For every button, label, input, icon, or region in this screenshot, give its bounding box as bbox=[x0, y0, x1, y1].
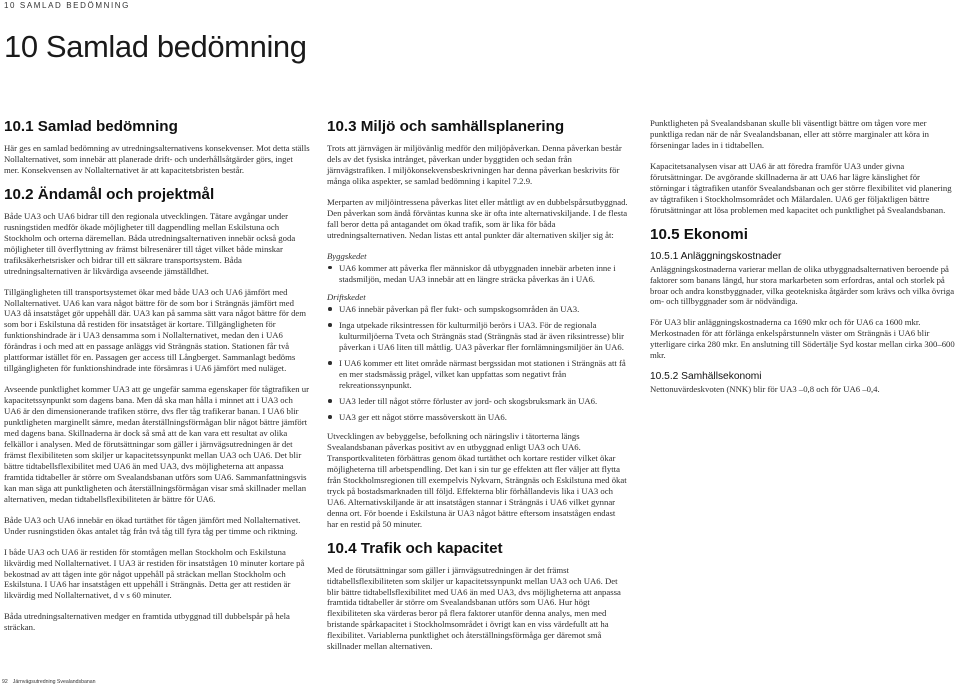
heading-10-5-2: 10.5.2 Samhällsekonomi bbox=[650, 371, 762, 383]
paragraph: Anläggningskostnaderna varierar mellan de olika utbyggnadsalternativen beroende på faktorer som banans längd, hur stora markarbeten som erfordras, antal och storlek på broar och andra konstbyggnader, vilka geotekniska åtgärder som krävs och vilka övriga om- och tillbyggnader som är nödvändiga. bbox=[650, 263, 955, 307]
page-number: 92 bbox=[2, 679, 8, 685]
list-item: UA3 leder till något större förluster av jord- och skogsbruksmark än UA6. bbox=[339, 396, 628, 407]
paragraph: För UA3 blir anläggningskostnaderna ca 1690 mkr och för UA6 ca 1600 mkr. Merkostnaden för att förlänga enkelspårstunneln väster om Strängnäs i UA6 blir ytterligare cirka 280 mkr. En anslutning till Södertälje Syd kostar mellan cirka 300–600 mkr. bbox=[650, 317, 955, 361]
page-footer bbox=[2, 679, 96, 685]
bullet-icon bbox=[328, 307, 332, 311]
paragraph-10-1: Här ges en samlad bedömning av utredningsalternativens konsekvenser. Mot detta ställs Nollalternativet, som innebär att planerade drift- och underhållsåtgärder görs, inget mer. Konsekvensen av Nollalternativet är att kapacitetsbristen består. bbox=[4, 143, 310, 175]
paragraph: Både UA3 och UA6 innebär en ökad turtäthet för tågen jämfört med Nollalternativet. Under rusningstiden ökas antalet tåg från två tåg till fyra tåg per timme och riktning. bbox=[4, 514, 301, 536]
paragraph: Både UA3 och UA6 bidrar till den regionala utvecklingen. Tätare avgångar under rusningstiden medför ökade möjligheter till dagpendling mellan Eskilstuna och Stockholm och orterna däremellan. Båda utredningsalternativen innebär också goda möjligheter till överflyttning av främst bilresenärer till tåget vilket både minskar trafiksäkerhetsrisker och bidrar till ett säkrare transportsystem. Båda utredningsalternativen är likvärdiga avseende jämställdhet. bbox=[4, 210, 296, 276]
paragraph: Tillgängligheten till transportsystemet ökar med både UA3 och UA6 jämfört med Nollalternativet. UA6 kan vara något bättre för de som bor i Strängnäs jämfört med UA3 då insatståget gör uppehåll där. UA3 kan på samma sätt vara något bättre för dem som bor i Eskilstuna då restiden för insatståget är kortare. Tillgängligheten för funktionshindrade är i UA3 densamma som i Nollalternativet, medan den i UA6 förändras i och med att en passage anläggs vid Strängnäs station. Stationen får två plattformar istället för en. Passagen ger access till Långberget. Sammanlagt bedöms tillgängligheten för funktionshindrade inte försämras i UA6 jämfört med nuläget. bbox=[4, 286, 307, 374]
paragraph: I både UA3 och UA6 är restiden för stomtågen mellan Stockholm och Eskilstuna likvärdig med Nollalternativet. I UA3 är restiden för insatstågen 10 minuter kortare på bekostnad av att tågen inte gör något uppehåll på sträckan mellan Stockholm och Eskilstuna. I UA6 har insatstågen ett uppehåll i Strängnäs. Detta ger att restiden är likvärdig med Nollalternativet, d v s 60 minuter. bbox=[4, 546, 305, 601]
list-item: UA6 innebär påverkan på fler fukt- och sumpskogsområden än UA3. bbox=[339, 304, 628, 315]
paragraph: Båda utredningsalternativen medger en framtida utbyggnad till dubbelspår på hela sträckan. bbox=[4, 611, 290, 633]
column-right bbox=[650, 118, 956, 405]
heading-10-5: 10.5 Ekonomi bbox=[650, 225, 748, 243]
list-item: I UA6 kommer ett litet område närmast bergssidan mot stationen i Strängnäs att få en mer stadsmässig prägel, vilket kan uppfattas som negativt från rekreationssynpunkt. bbox=[339, 358, 628, 391]
heading-10-1: 10.1 Samlad bedömning bbox=[4, 118, 178, 135]
heading-10-4: 10.4 Trafik och kapacitet bbox=[327, 539, 503, 557]
heading-10-5-1: 10.5.1 Anläggningskostnader bbox=[650, 250, 782, 262]
paragraph: Kapacitetsanalysen visar att UA6 är att föredra framför UA3 under givna förutsättningar. De avgörande skillnaderna är att UA6 har lägre känslighet för störningar i tågtrafiken utanför Svealandsbanan och ger större flexibilitet vid planering av tågtrafiken i Stockholmsområdet och Mälardalen. UA6 ger följaktligen bättre förutsättningar att lösa problemen med kapacitet och punktlighet på Svealandsbanan. bbox=[650, 160, 952, 215]
paragraph: Punktligheten på Svealandsbanan skulle bli väsentligt bättre om tågen vore mer punktliga redan när de når Svealandsbanan, eller att större marginaler att köra in förseningar lades in i tidtabellen. bbox=[650, 118, 929, 150]
bullet-icon bbox=[328, 399, 332, 403]
list-item: Inga utpekade riksintressen för kulturmiljö berörs i UA3. För de regionala kulturmiljöerna Tveta och Strängnäs stad (Strängnäs stad är även riksintresse) blir påverkan i UA6 liten till måttlig. UA3 påverkar fler fornlämningsmiljöer än UA6. bbox=[339, 320, 628, 353]
paragraph: Nettonuvärdeskvoten (NNK) blir för UA3 –0,8 och för UA6 –0,4. bbox=[650, 384, 880, 395]
bullet-list-driftskedet bbox=[327, 304, 628, 423]
bullet-icon bbox=[328, 361, 332, 365]
paragraph: Utvecklingen av bebyggelse, befolkning och näringsliv i tätorterna längs Svealandsbanan påverkas positivt av en utbyggnad enligt UA3 och UA6. Transportkvaliteten förbättras genom ökad turtäthet och kortare restider vilket ökar möjligheterna till arbetspendling. Det kan i sin tur ge effekten att fler väljer att flytta från Stockholmsregionen till exempelvis Nykvarn, Strängnäs och Eskilstuna med ökat tryck på bostadsmarknaden till följd. Effekterna blir förhållandevis lika i UA3 och UA6. Alternativskiljande är att insatstågen stannar i Strängnäs i UA6 vilket gynnar denna ort. För boende i Eskilstuna är UA3 något bättre eftersom insatstågen endast har en restid på 50 minuter. bbox=[327, 431, 627, 529]
chapter-title: 10 Samlad bedömning bbox=[4, 29, 307, 64]
list-item: UA3 ger ett något större massöverskott än UA6. bbox=[339, 412, 628, 423]
column-left bbox=[4, 118, 310, 643]
bullet-icon bbox=[328, 323, 332, 327]
running-head: 10 SAMLAD BEDÖMNING bbox=[4, 1, 130, 10]
subheading-driftskedet: Driftskedet bbox=[327, 292, 366, 303]
bullet-icon bbox=[328, 415, 332, 419]
bullet-list-byggskedet bbox=[327, 263, 628, 285]
paragraph: Med de förutsättningar som gäller i järnvägsutredningen är det främst tidtabellsflexibiliteten som skiljer ur kapacitetssynpunkt mellan UA3 och UA6. Det blir bättre tidtabellsflexibilitet med UA6 än med UA3, dvs möjligheterna att anpassa framtida tidtabeller är större om Svealandsbanan utförs som UA6. Hur högt flexibiliteten ska värderas beror på flera faktorer utanför denna analys, men med bristande spårkapacitet i Stockholmsområdet i övrigt kan en viss värdefullt att ha flexibilitet. Variablerna punktlighet och återställningsförmåga ger däremot små skillnader mellan alternativen. bbox=[327, 564, 621, 652]
subheading-byggskedet: Byggskedet bbox=[327, 250, 367, 261]
paragraph: Avseende punktlighet kommer UA3 att ge ungefär samma egenskaper för tågtrafiken ur kapacitetssynpunkt som dagens bana. Men då ska man hålla i minnet att i UA3 och UA6 är den dimensionerande trafiken större, dvs fler tåg trafikerar banan. I UA6 blir punktligheten marginellt sämre, medan återställningsförmågan blir något bättre jämfört med dagens bana. Skillnaderna är dock så små att de kan vara ett resultat av olika felkällor i analysen. Med de förutsättningar som gäller i järnvägsutredningen är det främst flexibiliteten som skiljer ur kapacitetssynpunkt mellan UA3 och UA6. Det blir bättre tidtabellsflexibilitet med UA6 än med UA3, dvs möjligheterna att anpassa framtida tidtabeller är större om Svealandsbanan utförs som UA6. Sammanfattningsvis kan man säga att punktligheten och återställningsförmågan visar små skillnader mellan alternativen, medan tidtabellsflexibiliteten är bättre för UA6. bbox=[4, 384, 309, 504]
bullet-icon bbox=[328, 266, 332, 270]
paragraph: Trots att järnvägen är miljövänlig medför den miljöpåverkan. Denna påverkan består dels av det fysiska intrånget, påverkan under byggtiden och sedan från järnvägstrafiken. I miljökonsekvensbeskrivningen har denna påverkan beskrivits för många olika aspekter, se samlad bedömning i kapitel 7.2.9. bbox=[327, 143, 622, 186]
paragraph: Merparten av miljöintressena påverkas litet eller måttligt av en dubbelspårsutbyggnad. Den påverkan som ändå förväntas kunna ske är ofta inte alternativskiljande. I de flesta fall beror detta på antagandet om ökad trafik, som är lika för båda utredningsalternativen. Nedan listas ett antal punkter där alternativen skiljer sig åt: bbox=[327, 196, 628, 240]
heading-10-3: 10.3 Miljö och samhällsplanering bbox=[327, 118, 565, 135]
footer-text: Järnvägsutredning Svealandsbanan bbox=[12, 679, 96, 685]
column-middle bbox=[327, 118, 628, 662]
heading-10-2: 10.2 Ändamål och projektmål bbox=[4, 185, 215, 203]
list-item: UA6 kommer att påverka fler människor då utbyggnaden innebär arbeten inne i stadsmiljön, medan UA3 innebär att en längre sträcka påverkas än i UA6. bbox=[339, 263, 628, 285]
